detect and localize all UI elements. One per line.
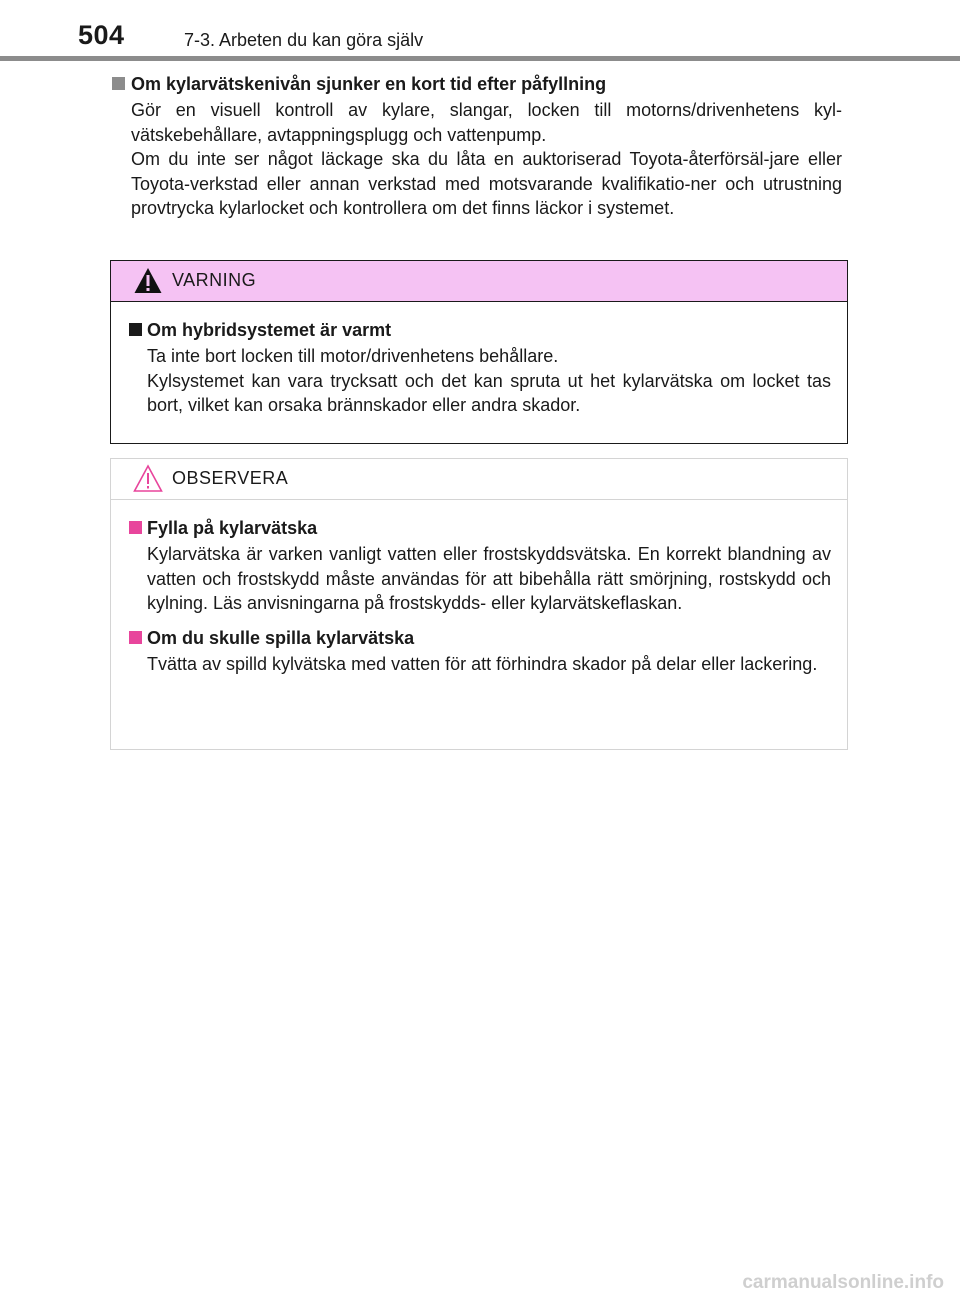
bullet-square-icon — [129, 631, 142, 644]
page-header — [0, 0, 960, 62]
notice-item-heading-text: Fylla på kylarvätska — [147, 518, 318, 538]
page-number: 504 — [78, 20, 125, 50]
warning-paragraph-2: Kylsystemet kan vara trycksatt och det kan spruta ut het kylarvätska om locket tas bort, vilket kan orsaka brännskador eller andra skador. — [147, 370, 831, 415]
bullet-square-icon — [129, 521, 142, 534]
notice-item-heading-text: Om du skulle spilla kylarvätska — [147, 627, 415, 648]
bullet-square-icon — [129, 323, 142, 336]
intro-heading-text: Om kylarvätskenivån sjunker en kort tid efter påfyllning — [131, 74, 607, 94]
warning-body — [111, 302, 847, 418]
notice-header — [111, 459, 847, 500]
notice-body — [111, 500, 847, 676]
notice-item-heading — [129, 626, 831, 650]
warning-triangle-icon — [133, 266, 163, 295]
notice-item-text: Tvätta av spilld kylvätska med vatten för att förhindra skador på delar eller lackering. — [147, 653, 818, 674]
warning-heading — [129, 318, 831, 342]
section-title: 7-3. Arbeten du kan göra själv — [184, 30, 424, 50]
notice-box — [110, 458, 848, 750]
intro-section — [112, 72, 842, 221]
caution-triangle-icon — [133, 464, 163, 493]
intro-paragraph-2: Om du inte ser något läckage ska du låta en auktoriserad Toyota-återförsäl-jare eller Toyota-verkstad eller annan verkstad med motsvarande kvalifikatio-ner och utrustning provtrycka kylarlocket och kontrollera om det finns läckor i systemet. — [131, 149, 842, 218]
footer-watermark: carmanualsonline.info — [742, 1272, 944, 1293]
warning-paragraph-1: Ta inte bort locken till motor/drivenhetens behållare. — [147, 346, 559, 366]
header-rule — [0, 56, 960, 61]
notice-item-heading — [129, 516, 831, 540]
intro-paragraph-1: Gör en visuell kontroll av kylare, slangar, locken till motorns/drivenhetens kyl-vätskebehållare, avtappningsplugg och vattenpump. — [131, 100, 842, 145]
warning-header — [111, 261, 847, 302]
notice-label: OBSERVERA — [172, 468, 289, 488]
warning-heading-text: Om hybridsystemet är varmt — [147, 320, 392, 340]
warning-label: VARNING — [172, 270, 257, 290]
intro-heading — [112, 72, 842, 96]
warning-box — [110, 260, 848, 444]
bullet-square-icon — [112, 77, 125, 90]
notice-item-text: Kylarvätska är varken vanligt vatten eller frostskyddsvätska. En korrekt blandning av vatten och frostskydd måste användas för att bibehålla rätt smörjning, rostskydd och kylning. Läs anvisningarna på frostskydds- eller kylarvätskeflaskan. — [147, 544, 831, 613]
